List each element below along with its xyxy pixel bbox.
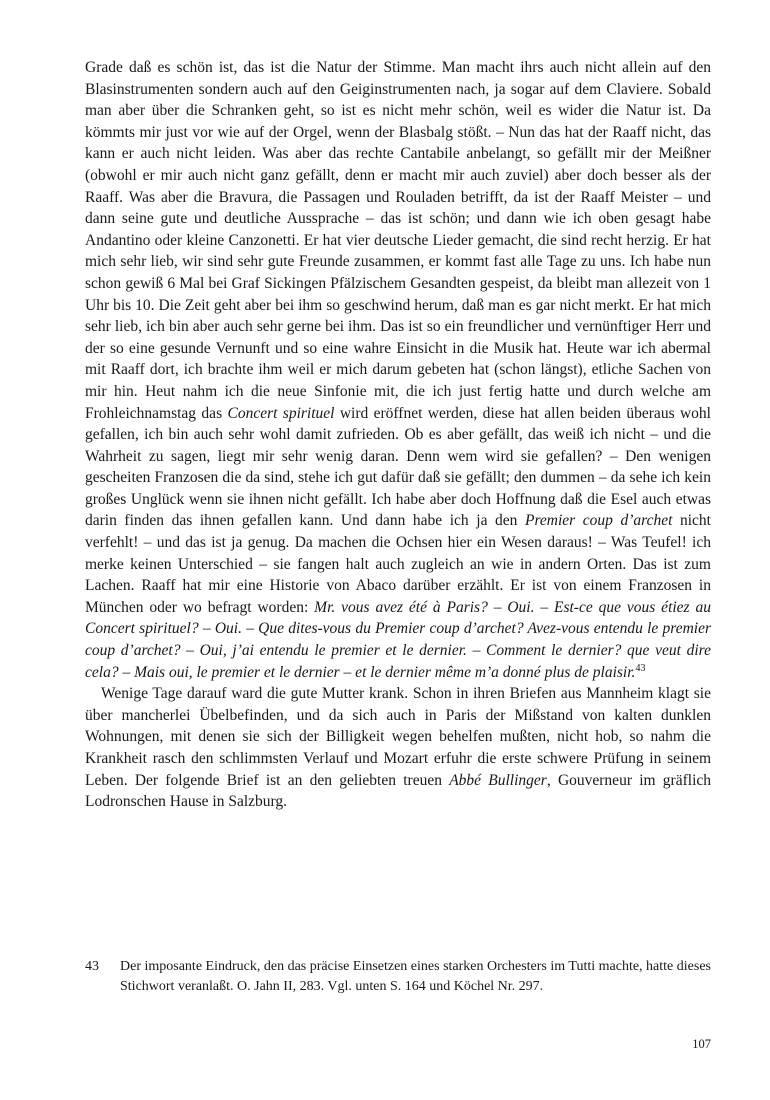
text-segment-italic-premier-coup: Premier coup d’archet (524, 512, 673, 530)
paragraph-2 (85, 683, 711, 813)
footnote (85, 957, 711, 996)
text-segment: Wenige Tage darauf ward die gute Mutter krank. Schon in ihren Briefen aus Mannheim klagt sie über mancherlei Übelbefinden, und da sich auch in Paris der Mißstand von kalten dunklen Wohnungen, mit denen sie sich der Billigkeit wegen behelfen mußten, nicht hob, so nahm die Krankheit rasch den schlimmsten Verlauf und Mozart erfuhr die erste schwere Prüfung in seinem Leben. Der folgende Brief ist an den geliebten treuen (85, 685, 711, 789)
text-segment: wird eröffnet werden, diese hat allen beiden überaus wohl gefallen, ich bin auch sehr wohl damit zufrieden. Ob es aber gefällt, das weiß ich nicht – und die Wahrheit zu sagen, liegt mir sehr wenig daran. Denn wem wird sie gefallen? – Den wenigen gescheiten Franzosen die da sind, stehe ich gut dafür daß sie gefällt; den dummen – da sehe ich kein großes Unglück wenn sie ihnen nicht gefällt. Ich habe aber doch Hoffnung daß die Esel auch etwas darin finden das ihnen gefallen kann. Und dann habe ich ja den (85, 404, 711, 530)
main-text-block (85, 57, 711, 813)
paragraph-1 (85, 57, 711, 683)
text-segment-italic-concert-spirituel: Concert spirituel (227, 404, 335, 422)
text-segment-italic-abbe-bullinger: Abbé Bullinger (449, 771, 547, 789)
text-segment: nicht verfehlt! – und das ist ja genug. Da machen die Ochsen hier ein Wesen daraus! – Was Teufel! ich merke keinen Unterschied – sie fangen halt auch zugleich an wie in andern Orten. Das ist zum Lachen. Raaff hat mir eine Historie von Abaco darüber erzählt. Er ist von einem Franzosen in München oder wo befragt worden: (85, 512, 711, 616)
footnote-number: 43 (85, 959, 99, 974)
page-number: 107 (692, 1037, 711, 1051)
text-segment: Grade daß es schön ist, das ist die Natur der Stimme. Man macht ihrs auch nicht allein auf den Blasinstrumenten sondern auch auf den Geiginstrumenten nach, ja sogar auf dem Claviere. Sobald man aber über die Schranken geht, so ist es nicht mehr schön, weil es wider die Natur ist. Da kömmts mir just vor wie auf der Orgel, wenn der Blasbalg stößt. – Nun das hat der Raaff nicht, das kann er auch nicht leiden. Was aber das rechte Cantabile anbelangt, so gefällt mir der Meißner (obwohl er mir auch nicht ganz gefällt, denn er macht mir auch zuviel) aber doch besser als der Raaff. Was aber die Bravura, die Passagen und Rouladen betrifft, da ist der Raaff Meister – und dann seine gute und deutliche Aussprache – das ist schön; und dann wie ich oben gesagt habe Andantino oder kleine Canzonetti. Er hat vier deutsche Lieder gemacht, die sind recht herzig. Er hat mich sehr lieb, wir sind sehr gute Freunde zusammen, er kommt fast alle Tage zu uns. Ich habe nun schon gewiß 6 Mal bei Graf Sickingen Pfälzischem Gesandten gespeist, da bleibt man allezeit von 1 Uhr bis 10. Die Zeit geht aber bei ihm so geschwind herum, daß man es gar nicht merkt. Er hat mich sehr lieb, ich bin aber auch sehr gerne bei ihm. Das ist so ein freundlicher und vernünftiger Herr und der so eine gesunde Vernunft und so eine wahre Einsicht in die Musik hat. Heute war ich abermal mit Raaff dort, ich brachte ihm weil er mich darum gebeten hat (schon längst), etliche Sachen von mir hin. Heut nahm ich die neue Sinfonie mit, die ich just fertig hatte und durch welche am Frohleichnamstag das (85, 59, 711, 422)
footnote-text: Der imposante Eindruck, den das präcise Einsetzen eines starken Orchesters im Tutti machte, hatte dieses Stichwort veranlaßt. O. Jahn II, 283. Vgl. unten S. 164 und Köchel Nr. 297. (120, 959, 711, 994)
text-segment: , Gouverneur im gräflich Lodronschen Hause in Salzburg. (85, 771, 711, 811)
text-segment-italic-french-dialogue: Mr. vous avez été à Paris? – Oui. – Est-ce que vous étiez au Concert spirituel? – Oui. – Que dites-vous du Premier coup d’archet? Avez-vous entendu le premier coup d’archet? – Oui, j’ai entendu le premier et le dernier. – Comment le dernier? que veut dire cela? – Mais oui, le premier et le dernier – et le dernier même m’a donné plus de plaisir. (85, 598, 711, 681)
footnote-ref: 43 (635, 662, 646, 674)
